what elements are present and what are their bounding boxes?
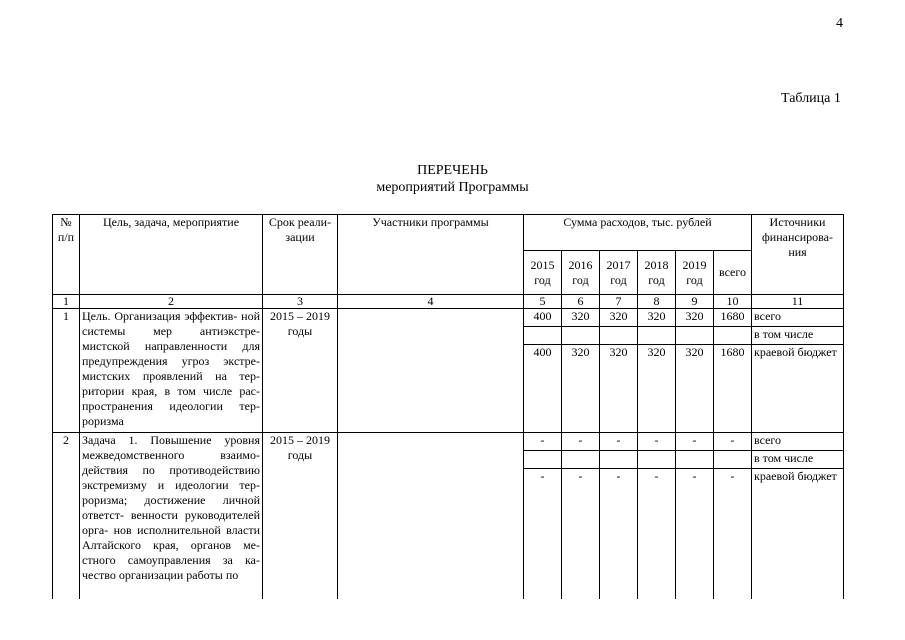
header-year: 2017 год (600, 251, 638, 295)
row-participants (338, 309, 524, 433)
header-participants: Участники программы (338, 215, 524, 295)
source-regional: краевой бюджет (752, 469, 844, 599)
total-value: 320 (638, 309, 676, 327)
empty-cell (676, 451, 714, 469)
regional-value: 400 (524, 345, 562, 433)
source-total: всего (752, 309, 844, 327)
column-number: 10 (714, 295, 752, 309)
header-year: 2019 год (676, 251, 714, 295)
column-number: 9 (676, 295, 714, 309)
column-number: 1 (53, 295, 80, 309)
column-number: 4 (338, 295, 524, 309)
header-sum: Сумма расходов, тыс. рублей (524, 215, 752, 251)
title-line-1: ПЕРЕЧЕНЬ (417, 163, 488, 178)
total-value: 320 (600, 309, 638, 327)
column-number: 6 (562, 295, 600, 309)
empty-cell (524, 327, 562, 345)
column-number: 8 (638, 295, 676, 309)
total-value: 400 (524, 309, 562, 327)
empty-cell (676, 327, 714, 345)
row-period: 2015 – 2019 годы (263, 433, 338, 599)
header-period: Срок реали- зации (263, 215, 338, 295)
column-number: 7 (600, 295, 638, 309)
header-sources: Источники финансирова- ния (752, 215, 844, 295)
regional-value: - (524, 469, 562, 599)
measures-table (52, 214, 844, 599)
total-value: 320 (676, 309, 714, 327)
table-label: Таблица 1 (781, 91, 841, 106)
title-line-2: мероприятий Программы (376, 180, 529, 195)
empty-cell (714, 451, 752, 469)
empty-cell (638, 327, 676, 345)
column-number: 11 (752, 295, 844, 309)
regional-value: 320 (562, 345, 600, 433)
regional-value: - (676, 469, 714, 599)
total-value: - (638, 433, 676, 451)
empty-cell (562, 451, 600, 469)
source-regional: краевой бюджет (752, 345, 844, 433)
empty-cell (524, 451, 562, 469)
source-including: в том числе (752, 327, 844, 345)
regional-value: 1680 (714, 345, 752, 433)
empty-cell (600, 451, 638, 469)
header-num: № п/п (53, 215, 80, 295)
source-including: в том числе (752, 451, 844, 469)
regional-value: - (562, 469, 600, 599)
column-number: 3 (263, 295, 338, 309)
total-value: - (600, 433, 638, 451)
column-number: 5 (524, 295, 562, 309)
column-number: 2 (80, 295, 263, 309)
header-year-total: всего (714, 251, 752, 295)
row-participants (338, 433, 524, 599)
row-text: Задача 1. Повышение уровня межведомственного взаимо- действия по противодействию экстремизму и идеологии тер- роризма; достижение личной ответст- венности руководителей орга- нов исполнительной власти Алтайского края, органов ме- стного самоуправления за ка- чество организации работы по (80, 433, 263, 599)
regional-value: - (638, 469, 676, 599)
total-value: - (676, 433, 714, 451)
header-goal: Цель, задача, мероприятие (80, 215, 263, 295)
total-value: - (714, 433, 752, 451)
total-value: 1680 (714, 309, 752, 327)
header-year: 2015 год (524, 251, 562, 295)
row-period: 2015 – 2019 годы (263, 309, 338, 433)
empty-cell (600, 327, 638, 345)
page-number: 4 (836, 16, 843, 31)
regional-value: 320 (600, 345, 638, 433)
total-value: - (524, 433, 562, 451)
total-value: - (562, 433, 600, 451)
regional-value: 320 (676, 345, 714, 433)
total-value: 320 (562, 309, 600, 327)
empty-cell (714, 327, 752, 345)
regional-value: 320 (638, 345, 676, 433)
row-number: 1 (53, 309, 80, 433)
header-year: 2018 год (638, 251, 676, 295)
empty-cell (562, 327, 600, 345)
regional-value: - (600, 469, 638, 599)
row-number: 2 (53, 433, 80, 599)
regional-value: - (714, 469, 752, 599)
row-text: Цель. Организация эффектив- ной системы мер антиэкстре- мистской направленности для предупреждения угроз экстре- мистских проявлений на тер- ритории края, в том числе рас- пространения идеологии тер- роризма (80, 309, 263, 433)
document-title (0, 162, 905, 196)
header-year: 2016 год (562, 251, 600, 295)
empty-cell (638, 451, 676, 469)
source-total: всего (752, 433, 844, 451)
